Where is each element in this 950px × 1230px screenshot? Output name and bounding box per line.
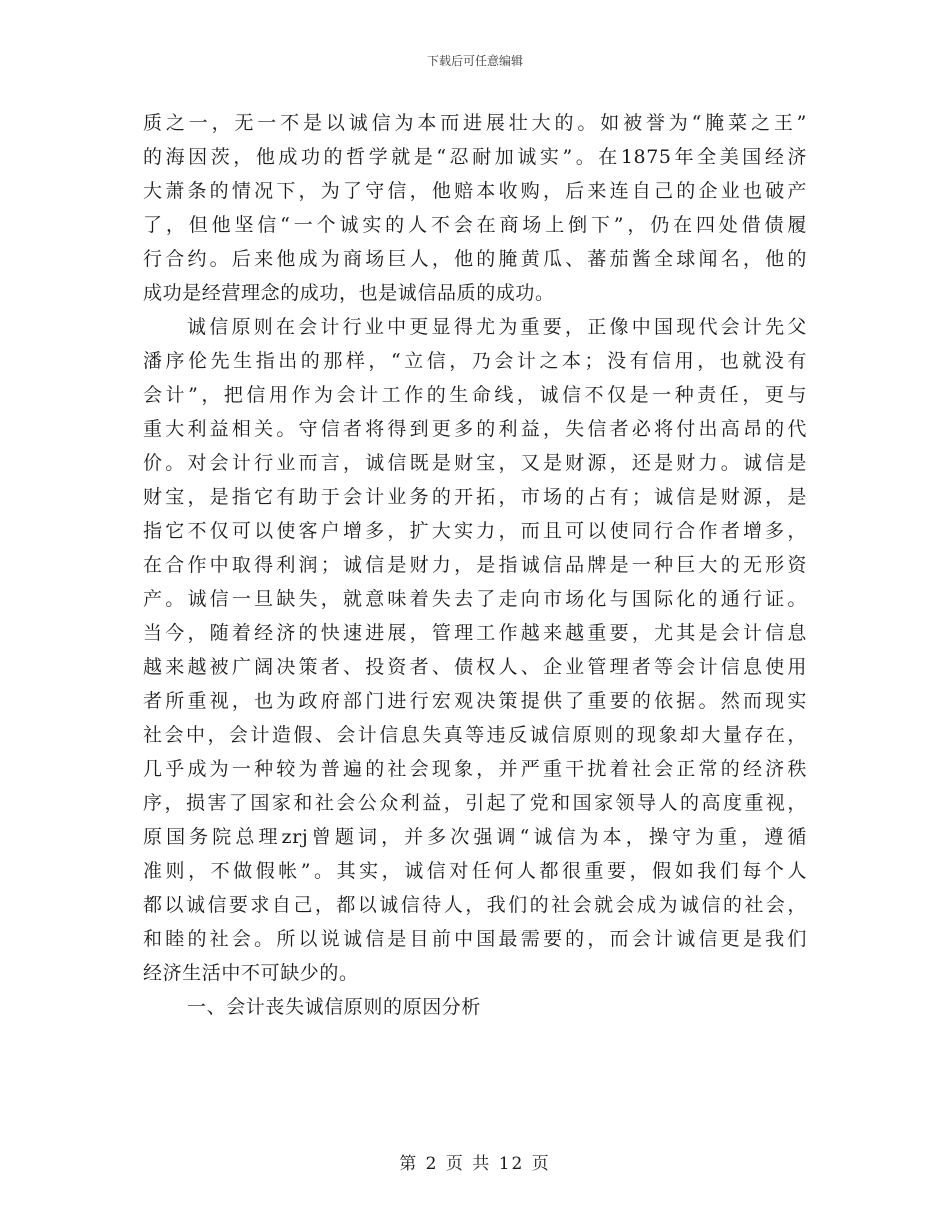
- document-body: [143, 106, 807, 1024]
- paragraph-1: [143, 106, 807, 310]
- text-line: 指它不仅可以使客户增多，扩大实力，而且可以使同行合作者增多，: [143, 520, 807, 542]
- text-line: 潘序伦先生指出的那样，“立信，乃会计之本；没有信用，也就没有: [143, 350, 807, 372]
- page-header-note: 下载后可任意编辑: [426, 54, 523, 68]
- text-line: 诚信原则在会计行业中更显得尤为重要，正像中国现代会计先父: [187, 316, 807, 338]
- text-line: 序，损害了国家和社会公众利益，引起了党和国家领导人的高度重视，: [143, 792, 807, 814]
- text-line: 原国务院总理zrj曾题词，并多次强调“诚信为本，操守为重，遵循: [143, 826, 807, 848]
- text-line: 经济生活中不可缺少的。: [143, 962, 359, 984]
- text-line: 的海因茨，他成功的哲学就是“忍耐加诚实”。在1875年全美国经济: [143, 146, 807, 168]
- section-heading: 一、会计丧失诚信原则的原因分析: [187, 996, 482, 1018]
- text-line: 大萧条的情况下，为了守信，他赔本收购，后来连自己的企业也破产: [143, 180, 807, 202]
- page-number-footer: 第 2 页 共 12 页: [399, 1154, 551, 1174]
- text-line: 会计”，把信用作为会计工作的生命线，诚信不仅是一种责任，更与: [143, 384, 807, 406]
- text-line: 几乎成为一种较为普遍的社会现象，并严重干扰着社会正常的经济秩: [143, 758, 807, 780]
- text-line: 和睦的社会。所以说诚信是目前中国最需要的，而会计诚信更是我们: [143, 928, 807, 950]
- text-line: 都以诚信要求自己，都以诚信待人，我们的社会就会成为诚信的社会，: [143, 894, 807, 916]
- text-line: 在合作中取得利润；诚信是财力，是指诚信品牌是一种巨大的无形资: [143, 554, 807, 576]
- text-line: 质之一，无一不是以诚信为本而进展壮大的。如被誉为“腌菜之王”: [143, 112, 807, 134]
- text-line: 准则，不做假帐”。其实，诚信对任何人都很重要，假如我们每个人: [143, 860, 807, 882]
- text-line: 价。对会计行业而言，诚信既是财宝，又是财源，还是财力。诚信是: [143, 452, 807, 474]
- text-line: 当今，随着经济的快速进展，管理工作越来越重要，尤其是会计信息: [143, 622, 807, 644]
- text-line: 者所重视，也为政府部门进行宏观决策提供了重要的依据。然而现实: [143, 690, 807, 712]
- text-line: 社会中，会计造假、会计信息失真等违反诚信原则的现象却大量存在，: [143, 724, 807, 746]
- text-line: 产。诚信一旦缺失，就意味着失去了走向市场化与国际化的通行证。: [143, 588, 807, 610]
- text-line: 财宝，是指它有助于会计业务的开拓，市场的占有；诚信是财源，是: [143, 486, 807, 508]
- text-line: 行合约。后来他成为商场巨人，他的腌黄瓜、蕃茄酱全球闻名，他的: [143, 248, 807, 270]
- paragraph-2: [143, 310, 807, 990]
- text-line: 重大利益相关。守信者将得到更多的利益，失信者必将付出高昂的代: [143, 418, 807, 440]
- text-line: 成功是经营理念的成功，也是诚信品质的成功。: [143, 282, 555, 304]
- text-line: 越来越被广阔决策者、投资者、债权人、企业管理者等会计信息使用: [143, 656, 807, 678]
- text-line: 了，但他坚信“一个诚实的人不会在商场上倒下”，仍在四处借债履: [143, 214, 807, 236]
